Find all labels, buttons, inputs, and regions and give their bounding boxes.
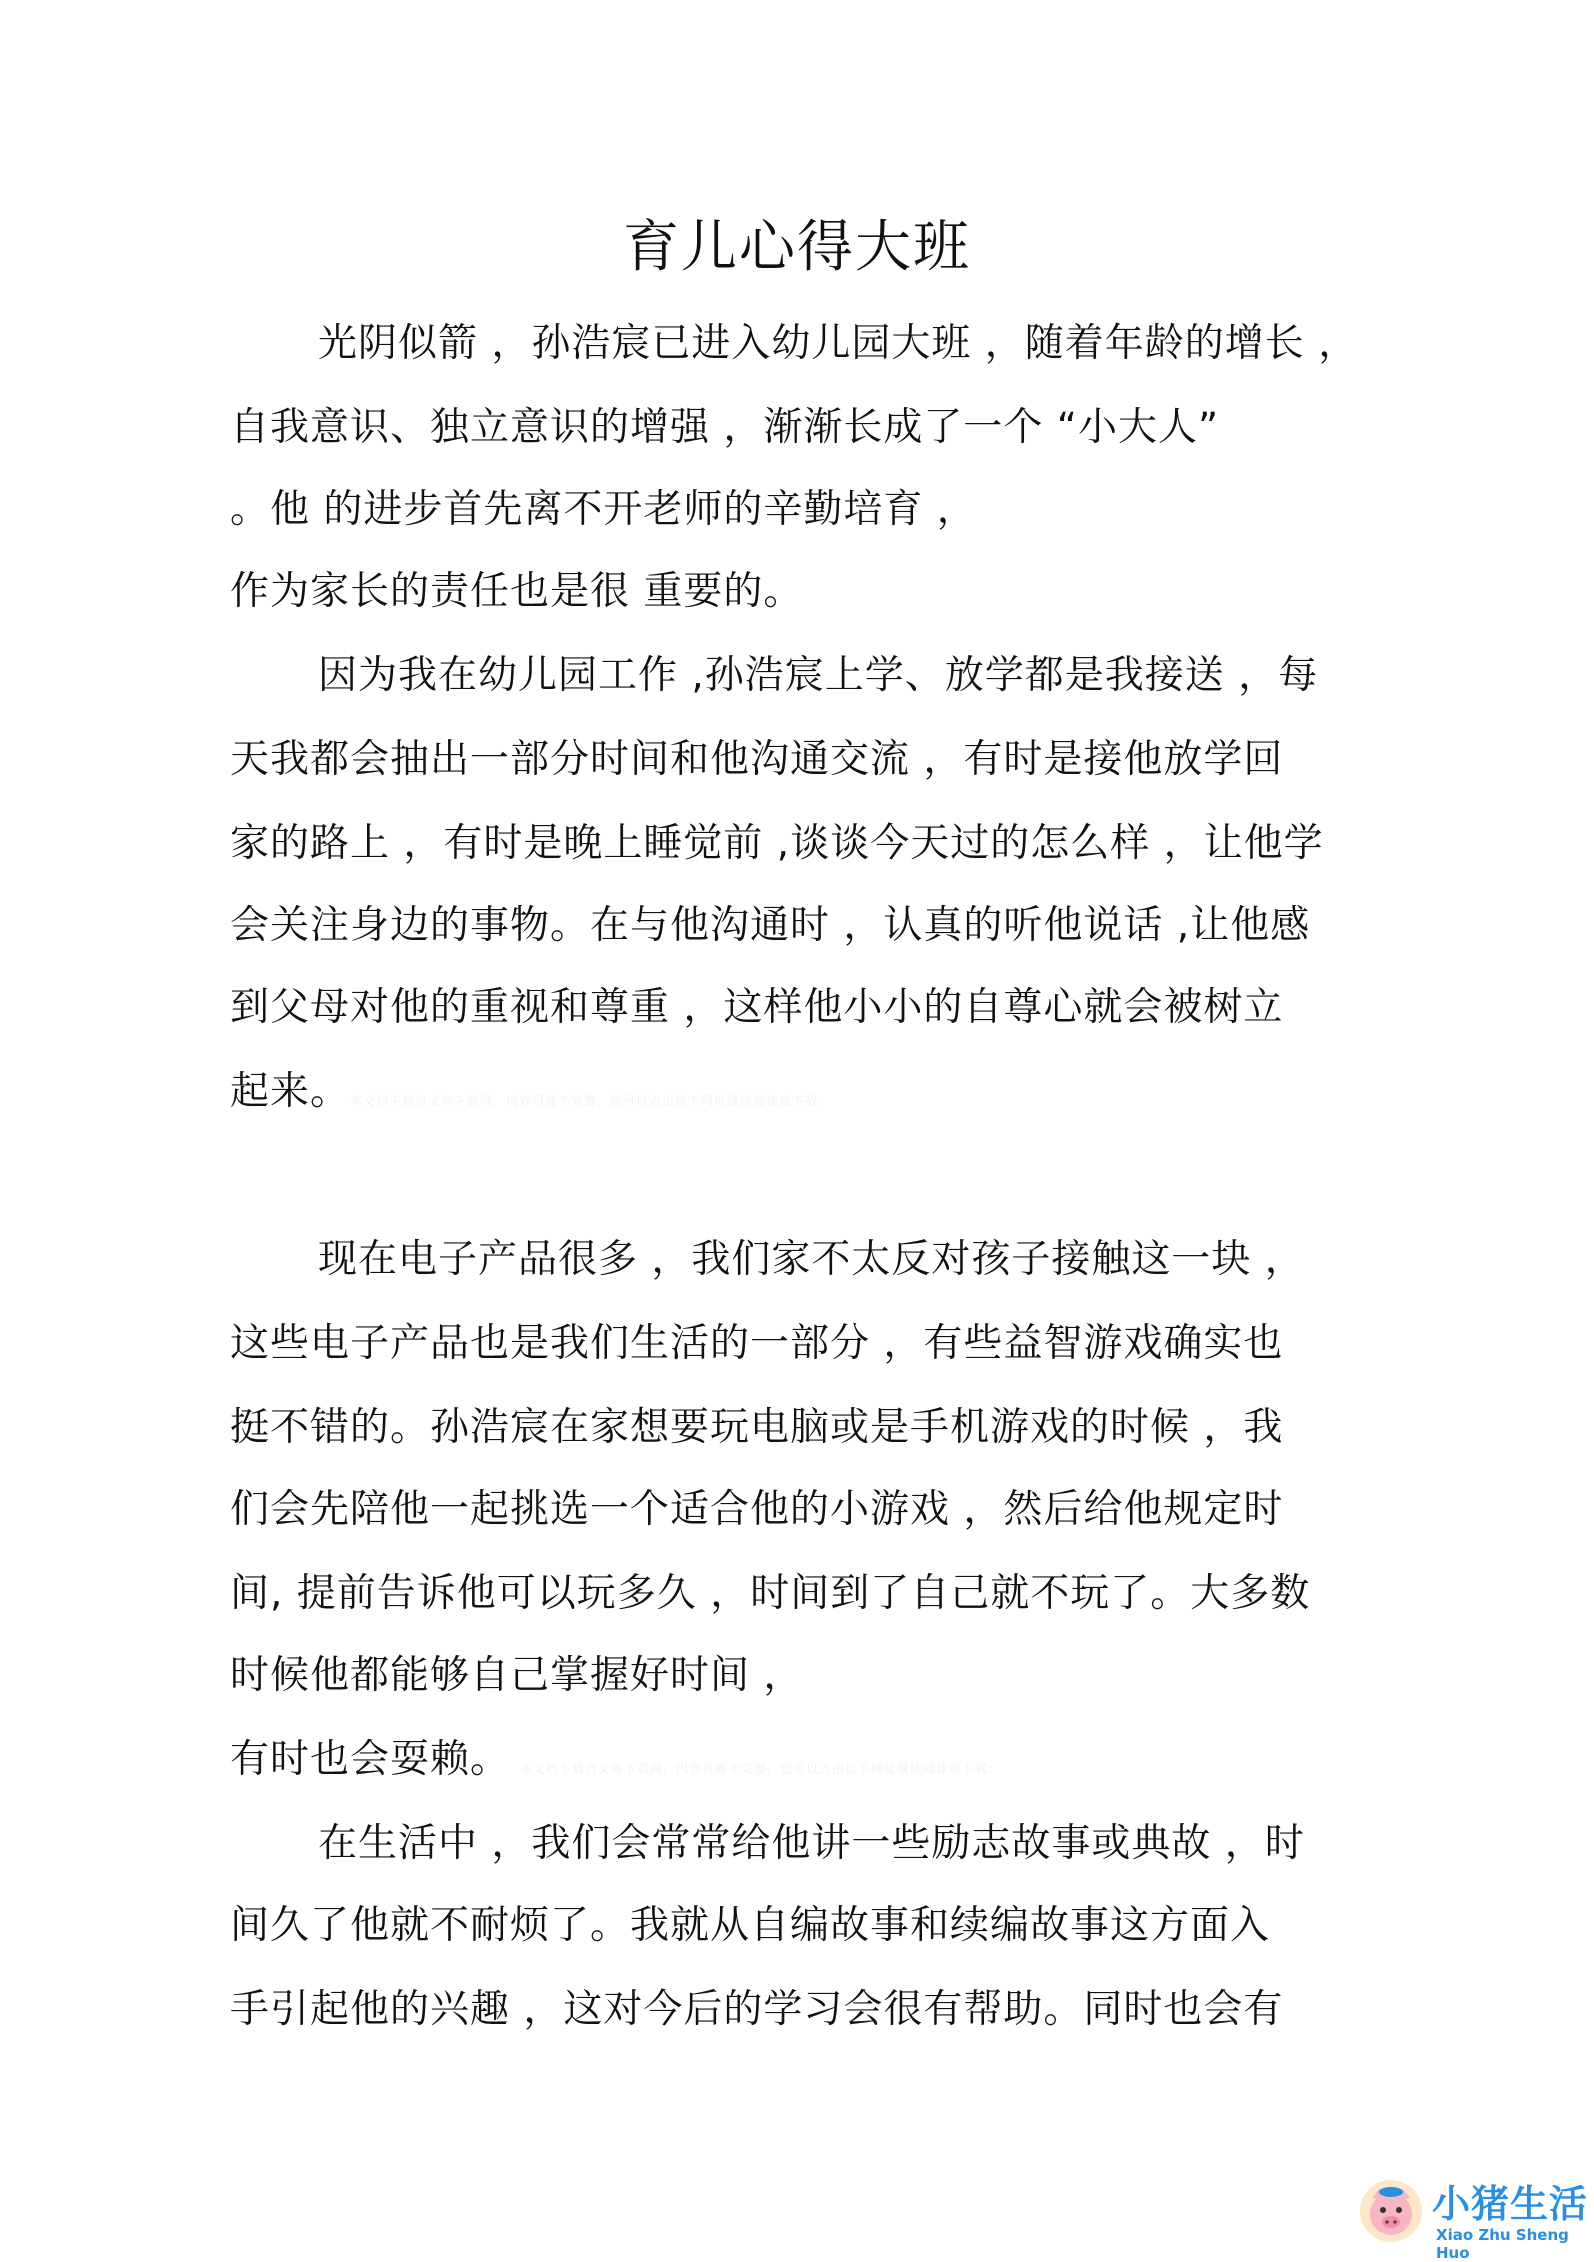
logo-subtitle: Xiao Zhu Sheng Huo — [1436, 2226, 1569, 2262]
paragraph-line: 作为家长的责任也是很 重要的。 — [230, 569, 804, 614]
paragraph-line: 起来。 — [230, 1069, 351, 1114]
document-title: 育儿心得大班 — [623, 215, 971, 280]
paragraph-line: 因为我在幼儿园工作 ,孙浩宸上学、放学都是我接送 ，每 — [318, 653, 1319, 698]
paragraph-line: 挺不错的。孙浩宸在家想要玩电脑或是手机游戏的时候 ，我 — [230, 1405, 1284, 1450]
paragraph-line: 天我都会抽出一部分时间和他沟通交流 ，有时是接他放学回 — [230, 737, 1284, 782]
paragraph-line: 时候他都能够自己掌握好时间 ， — [230, 1653, 804, 1698]
paragraph-line: 手引起他的兴趣 ，这对今后的学习会很有帮助。同时也会有 — [230, 1987, 1284, 2032]
paragraph-line: 到父母对他的重视和尊重 ，这样他小小的自尊心就会被树立 — [230, 985, 1284, 1030]
paragraph-line: 会关注身边的事物。在与他沟通时 ，认真的听他说话 ,让他感 — [230, 903, 1311, 948]
paragraph-line: 现在电子产品很多 ，我们家不太反对孩子接触这一块 ， — [318, 1237, 1305, 1282]
watermark-faint-text: 本文档下载自文库下载网，内容可能不完整，您可以点击以下网址继续阅读或下载： — [350, 1094, 832, 1108]
paragraph-line: 在生活中 ，我们会常常给他讲一些励志故事或典故 ，时 — [318, 1821, 1305, 1866]
watermark-logo — [1352, 2172, 1592, 2262]
logo-name: 小猪生活 — [1432, 2182, 1589, 2226]
watermark-faint-text: 本文档下载自文库下载网，内容可能不完整，您可以点击以下网址继续阅读或下载： — [520, 1762, 1002, 1776]
paragraph-line: 。他 的进步首先离不开老师的辛勤培育 ， — [230, 487, 977, 532]
paragraph-line: 光阴似箭 ，孙浩宸已进入幼儿园大班 ，随着年龄的增长 ， — [318, 321, 1359, 366]
paragraph-line: 间, 提前告诉他可以玩多久 ，时间到了自己就不玩了。大多数 — [230, 1571, 1311, 1616]
paragraph-line: 有时也会耍赖。 — [230, 1737, 511, 1782]
pig-mascot-icon — [1358, 2178, 1424, 2244]
paragraph-line: 们会先陪他一起挑选一个适合他的小游戏 ，然后给他规定时 — [230, 1487, 1284, 1532]
paragraph-line: 家的路上 ，有时是晚上睡觉前 ,谈谈今天过的怎么样 ，让他学 — [230, 821, 1324, 866]
paragraph-line: 这些电子产品也是我们生活的一部分 ，有些益智游戏确实也 — [230, 1321, 1284, 1366]
paragraph-line: 间久了他就不耐烦了。我就从自编故事和续编故事这方面入 — [230, 1903, 1271, 1948]
paragraph-line: 自我意识、独立意识的增强 ，渐渐长成了一个 “小大人” — [230, 405, 1220, 450]
